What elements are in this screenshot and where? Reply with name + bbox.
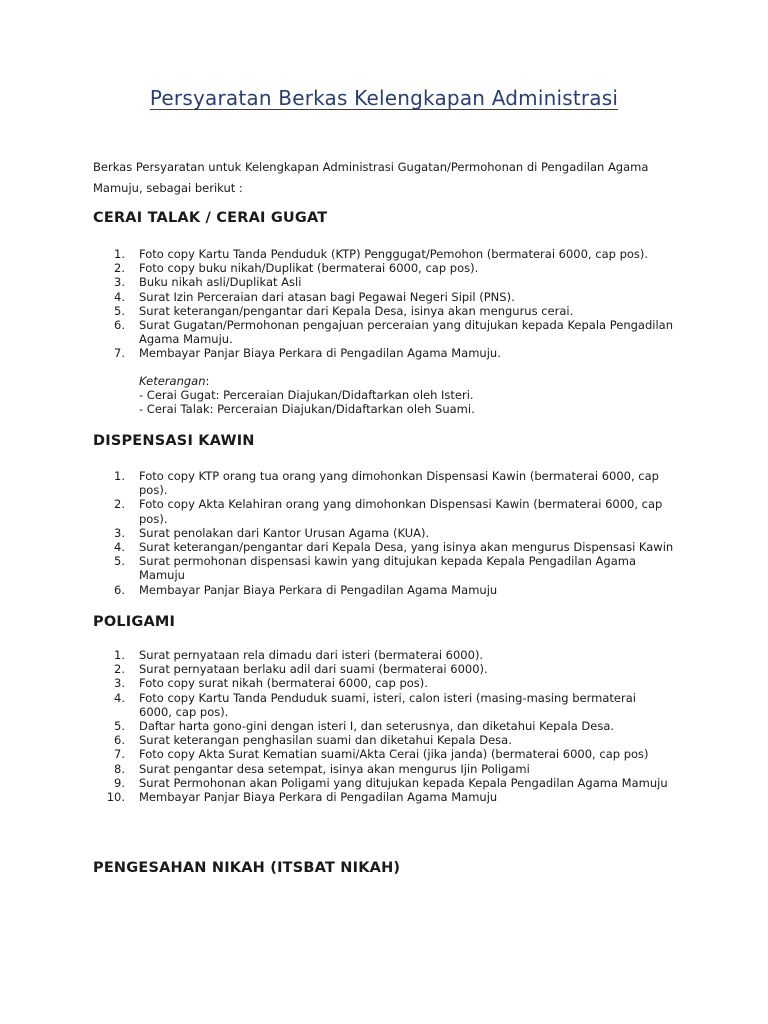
list-item-number: 7.: [114, 747, 125, 762]
note-cerai: [139, 374, 699, 417]
list-item-text: Membayar Panjar Biaya Perkara di Pengadilan Agama Mamuju.: [139, 346, 501, 361]
list-item-text: Foto copy Akta Surat Kematian suami/Akta Cerai (jika janda) (bermaterai 6000, cap pos): [139, 747, 649, 762]
list-item-text: Surat keterangan penghasilan suami dan diketahui Kepala Desa.: [139, 733, 512, 748]
list-item: [93, 554, 693, 582]
list-item-number: 6.: [114, 733, 125, 748]
list-item-number: 2.: [114, 261, 125, 276]
list-item: [93, 469, 693, 497]
list-item: [93, 719, 693, 733]
list-item-number: 8.: [114, 761, 125, 776]
list-item: [93, 346, 693, 360]
list-item: [93, 318, 693, 346]
section-heading-pengesahan-nikah: PENGESAHAN NIKAH (ITSBAT NIKAH): [93, 860, 401, 876]
list-item: [93, 790, 693, 804]
note-label: Keterangan: [139, 374, 206, 388]
list-item-text: Surat penolakan dari Kantor Urusan Agama (KUA).: [139, 525, 430, 540]
list-dispensasi: [93, 469, 693, 597]
intro-paragraph: Berkas Persyaratan untuk Kelengkapan Administrasi Gugatan/Permohonan di Pengadilan Agama Mamuju, sebagai berikut :: [93, 160, 649, 195]
list-item-text: Foto copy surat nikah (bermaterai 6000, cap pos).: [139, 676, 428, 691]
list-item-text: Surat Gugatan/Permohonan pengajuan perceraian yang ditujukan kepada Kepala Pengadilan Agama Mamuju.: [139, 318, 674, 347]
list-item-number: 1.: [114, 648, 125, 662]
list-item-text: Surat pernyataan berlaku adil dari suami (bermaterai 6000).: [139, 662, 488, 677]
list-item-number: 6.: [114, 318, 125, 333]
list-item: [93, 762, 693, 776]
list-item-text: Surat pernyataan rela dimadu dari isteri (bermaterai 6000).: [139, 648, 484, 662]
list-item-text: Foto copy Akta Kelahiran orang yang dimohonkan Dispensasi Kawin (bermaterai 6000, cap pos).: [139, 497, 663, 526]
list-item: [93, 776, 693, 790]
list-item-text: Surat pengantar desa setempat, isinya akan mengurus Ijin Poligami: [139, 761, 530, 776]
list-item-number: 6.: [114, 582, 125, 597]
list-item-text: Surat keterangan/pengantar dari Kepala Desa, yang isinya akan mengurus Dispensasi Kawin: [139, 540, 674, 555]
section-heading-poligami: POLIGAMI: [93, 614, 176, 630]
list-item-text: Foto copy KTP orang tua orang yang dimohonkan Dispensasi Kawin (bermaterai 6000, cap pos).: [139, 469, 659, 498]
list-item-number: 9.: [114, 775, 125, 790]
list-item: [93, 304, 693, 318]
document-title: Persyaratan Berkas Kelengkapan Administrasi: [149, 86, 619, 110]
note-line-cerai-gugat: - Cerai Gugat: Perceraian Diajukan/Didaftarkan oleh Isteri.: [139, 388, 474, 403]
list-item: [93, 662, 693, 676]
list-cerai: [93, 247, 693, 361]
list-item: [93, 261, 693, 275]
list-item: [93, 247, 693, 261]
list-item: [93, 526, 693, 540]
list-item-text: Membayar Panjar Biaya Perkara di Pengadilan Agama Mamuju: [139, 790, 498, 805]
list-item-text: Foto copy buku nikah/Duplikat (bermaterai 6000, cap pos).: [139, 261, 479, 276]
note-label-suffix: :: [205, 374, 210, 388]
note-heading: [139, 374, 699, 388]
list-item: [93, 648, 693, 662]
list-item-text: Membayar Panjar Biaya Perkara di Pengadilan Agama Mamuju: [139, 582, 498, 597]
list-item-number: 7.: [114, 346, 125, 361]
list-item-text: Daftar harta gono-gini dengan isteri I, dan seterusnya, dan diketahui Kepala Desa.: [139, 719, 615, 734]
list-item-number: 1.: [114, 247, 125, 261]
list-item-number: 3.: [114, 525, 125, 540]
list-item-number: 1.: [114, 469, 125, 483]
list-item-text: Surat Permohonan akan Poligami yang ditujukan kepada Kepala Pengadilan Agama Mamuju: [139, 775, 668, 790]
list-item: [93, 691, 693, 719]
list-item-text: Surat Izin Perceraian dari atasan bagi Pegawai Negeri Sipil (PNS).: [139, 289, 515, 304]
list-item: [93, 540, 693, 554]
list-item-number: 10.: [106, 790, 125, 805]
section-heading-dispensasi: DISPENSASI KAWIN: [93, 433, 255, 449]
list-item-number: 4.: [114, 690, 125, 705]
list-item: [93, 733, 693, 747]
list-item-text: Foto copy Kartu Tanda Penduduk suami, isteri, calon isteri (masing-masing bermaterai 6000, cap pos).: [139, 690, 636, 719]
list-item-number: 4.: [114, 289, 125, 304]
list-item-number: 5.: [114, 303, 125, 318]
list-item-text: Surat keterangan/pengantar dari Kepala Desa, isinya akan mengurus cerai.: [139, 303, 574, 318]
list-item-number: 2.: [114, 497, 125, 512]
list-item-number: 3.: [114, 275, 125, 290]
list-item-text: Surat permohonan dispensasi kawin yang ditujukan kepada Kepala Pengadilan Agama Mamuju: [139, 554, 637, 583]
list-item: [93, 290, 693, 304]
list-item-number: 4.: [114, 540, 125, 555]
list-item: [93, 583, 693, 597]
list-item-number: 5.: [114, 554, 125, 569]
list-item: [93, 497, 693, 525]
note-line-cerai-talak: - Cerai Talak: Perceraian Diajukan/Didaftarkan oleh Suami.: [139, 402, 475, 417]
list-item-number: 5.: [114, 719, 125, 734]
list-item-number: 2.: [114, 662, 125, 677]
section-heading-cerai: CERAI TALAK / CERAI GUGAT: [93, 210, 328, 226]
list-item-text: Buku nikah asli/Duplikat Asli: [139, 275, 302, 290]
list-item: [93, 275, 693, 289]
list-item: [93, 676, 693, 690]
list-item: [93, 747, 693, 761]
list-item-text: Foto copy Kartu Tanda Penduduk (KTP) Penggugat/Pemohon (bermaterai 6000, cap pos).: [139, 247, 649, 261]
list-item-number: 3.: [114, 676, 125, 691]
list-poligami: [93, 648, 693, 804]
